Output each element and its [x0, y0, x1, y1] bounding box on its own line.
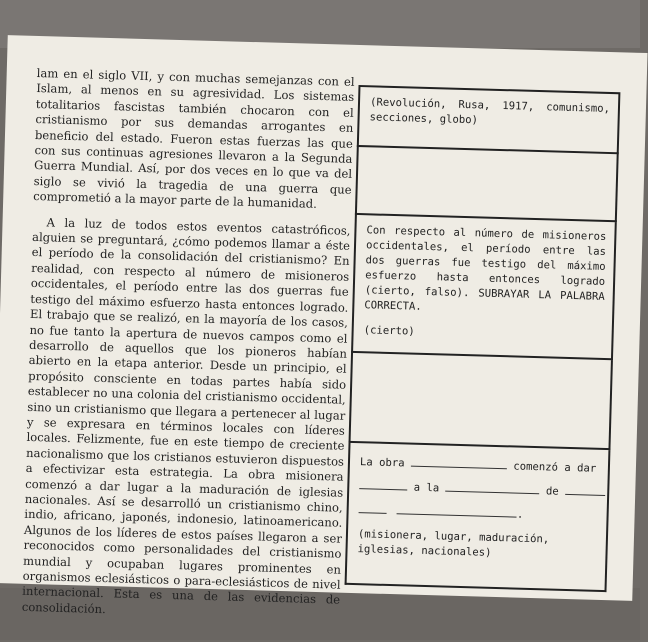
frame-3-question: Con respecto al número de misioneros occidentales, el período entre las dos guerras fue testigo del máximo esfuerzo hasta entonces logrado (cierto, falso). SUBRAYAR LA PALABRA CORRECTA. [364, 224, 607, 313]
frame-5-line-3: . [358, 503, 598, 525]
fill-blank-6 [397, 513, 517, 517]
frame-5-line-2 [359, 479, 599, 501]
frame-5-text-c: a la [413, 481, 440, 495]
fill-blank-3 [445, 491, 539, 495]
frame-5-text-b: comenzó a dar [513, 460, 597, 475]
frame-5-line-1 [360, 455, 600, 477]
frame-1-answer: (Revolución, Rusa, 1917, comunismo, secciones, globo) [369, 96, 611, 127]
frame-5-text-d: de [545, 485, 559, 498]
frame-4-empty [349, 353, 613, 450]
frame-3 [351, 215, 617, 360]
frame-5-answer: (misionera, lugar, maduración, iglesias, nacionales) [357, 528, 550, 559]
frame-5-text-a: La obra [359, 456, 405, 470]
frame-5 [345, 443, 611, 592]
fill-blank-2 [359, 488, 407, 490]
programmed-frames [344, 85, 618, 612]
paragraph-1: lam en el siglo VII, y con muchas semejanzas con el Islam, al menos en su agresividad. Los sistemas totalitarios fascistas también chocaron con el cristianismo por sus demandas arrogantes en beneficio del estado. Fueron estas fuerzas las que con sus continuas agresiones llevaron a la Segunda Guerra Mundial. Así, por dos veces en lo que va del siglo se vivió la tragedia de una guerra que comprometió a la mayor parte de la humanidad. [33, 65, 355, 212]
frame-1 [357, 85, 621, 154]
book-page [0, 35, 648, 616]
body-text-column [21, 66, 354, 634]
frame-2-empty [355, 145, 619, 222]
frame-3-answer: (cierto) [363, 324, 415, 338]
paragraph-2: A la luz de todos estos eventos catastróficos, alguien se preguntará, ¿cómo podemos llamar a éste el período de la consolidación del cristianismo? En realidad, con respecto al número de misioneros occidentales, el período entre las dos guerras fue testigo del máximo esfuerzo hasta entonces logrado. El trabajo que se realizó, en la mayoría de los casos, no fue tanto la apertura de nuevos campos como el desarrollo de aquellos que los pioneros habían abierto en la etapa anterior. Desde un principio, el propósito consciente en todas partes había sido establecer no una colonia del cristianismo occidental, sino un cristianismo que llegara a pertenecer al lugar y se expresara en términos locales con líderes locales. Felizmente, fue en este tiempo de creciente nacionalismo que los cristianos estuvieron dispuestos a efectivizar esta estrategia. La obra misionera comenzó a dar lugar a la maduración de iglesias nacionales. Así se desarrolló un cristianismo chino, indio, africano, japonés, indonesio, latinoamericano. Algunos de los líderes de estos países llegaron a ser reconocidos como personalidades del cristianismo mundial y ocupaban lugares prominentes en organismos eclesiásticos o para-eclesiásticos de nivel internacional. Esta es una de las evidencias de consolidación. [21, 214, 351, 616]
fill-blank-4 [565, 494, 605, 496]
fill-blank-1 [411, 466, 507, 470]
fill-blank-5 [359, 512, 387, 514]
